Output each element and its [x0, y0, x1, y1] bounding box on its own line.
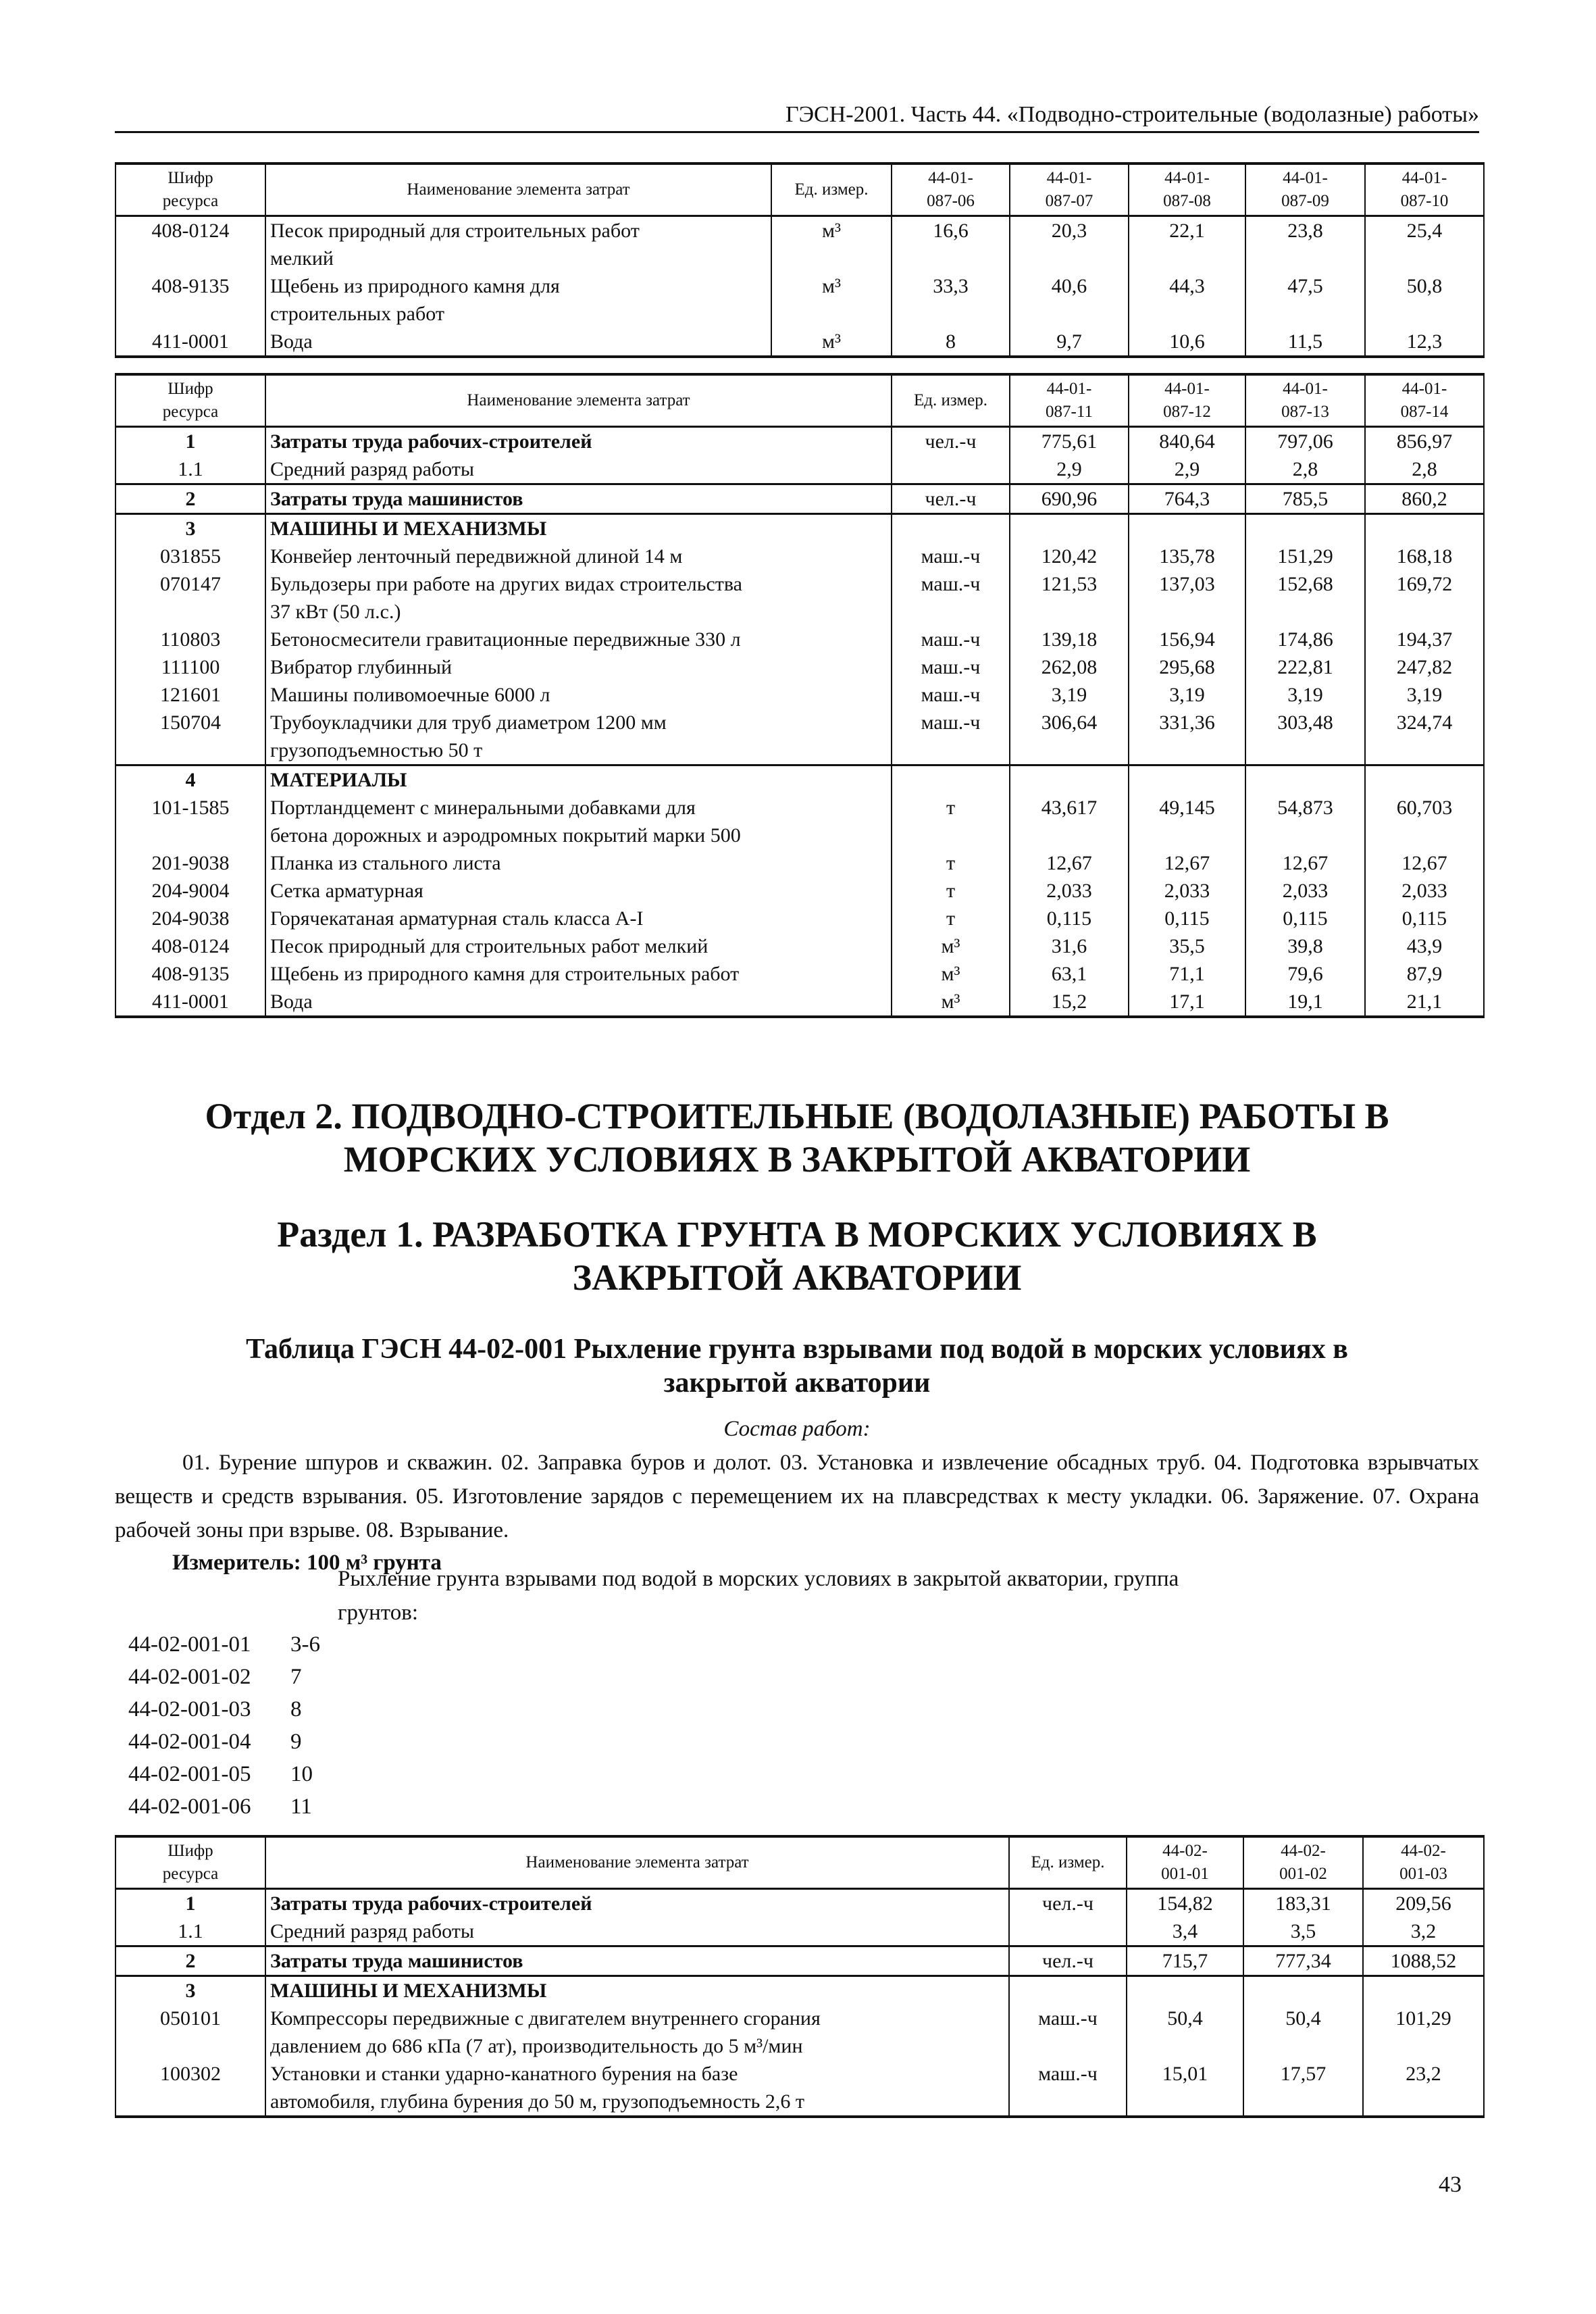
unit: маш.-ч: [1009, 2005, 1127, 2060]
table-row: [115, 1889, 1484, 1918]
norm-value: 3,19: [1245, 681, 1365, 709]
norm-value: 31,6: [1010, 932, 1129, 960]
unit: чел.-ч: [1009, 1946, 1127, 1976]
table-row: [115, 1946, 1484, 1976]
norm-code: 44-02-001-05: [128, 1762, 251, 1786]
unit: маш.-ч: [892, 543, 1010, 570]
norm-value: 20,3: [1010, 216, 1129, 273]
norm-value: 860,2: [1365, 484, 1484, 514]
norm-value: 690,96: [1010, 484, 1129, 514]
cost-element-name: Затраты труда машинистов: [265, 484, 892, 514]
norm-value: 63,1: [1010, 960, 1129, 988]
cost-element-name: МАШИНЫ И МЕХАНИЗМЫ: [265, 1976, 1009, 2005]
cost-element-name: Машины поливомоечные 6000 л: [265, 681, 892, 709]
soil-group: 9: [290, 1730, 302, 1754]
resource-code: 3: [115, 1976, 265, 2005]
norm-value: 3,19: [1365, 681, 1484, 709]
cost-element-name: Планка из стального листа: [265, 849, 892, 877]
norm-value: 0,115: [1245, 905, 1365, 932]
table-row: [115, 849, 1484, 877]
unit: чел.-ч: [892, 427, 1010, 456]
norm-value: 3,2: [1363, 1917, 1484, 1946]
unit: м³: [892, 932, 1010, 960]
cost-element-name: Портландцемент с минеральными добавками для бетона дорожных и аэродромных покрытий марки 500: [265, 794, 892, 849]
soil-group: 8: [290, 1697, 302, 1721]
resource-code: 1: [115, 427, 265, 456]
norm-value: 247,82: [1365, 653, 1484, 681]
table-row: [115, 626, 1484, 653]
norm-code: 44-02-001-06: [128, 1794, 251, 1819]
norm-value: 43,617: [1010, 794, 1129, 849]
norm-code: 44-02-001-03: [128, 1697, 251, 1721]
header-cost-element: Наименование элемента затрат: [265, 374, 892, 427]
norm-value: 135,78: [1129, 543, 1245, 570]
table-row: [115, 2060, 1484, 2117]
header-norm-code: 44-01- 087-08: [1129, 164, 1245, 216]
code-list-item: [128, 1726, 320, 1758]
norm-value: 50,4: [1127, 2005, 1243, 2060]
works-text: 01. Бурение шпуров и скважин. 02. Заправка буров и долот. 03. Установка и извлечение обсадных труб. 04. Подготовка взрывчатых веществ и средств взрывания. 05. Изготовление зарядов с перемещением их на плавсредствах к месту укладки. 06. Заряжение. 07. Охрана рабочей зоны при взрыве. 08. Взрывание.: [115, 1451, 1479, 1542]
table-row: [115, 328, 1484, 357]
works-label: Состав работ:: [723, 1417, 871, 1441]
unit: маш.-ч: [892, 709, 1010, 765]
cost-element-name: Горячекатаная арматурная сталь класса А-I: [265, 905, 892, 932]
norm-value: 840,64: [1129, 427, 1245, 456]
norm-value: 60,703: [1365, 794, 1484, 849]
resource-code: 408-9135: [115, 960, 265, 988]
cost-element-name: МАШИНЫ И МЕХАНИЗМЫ: [265, 514, 892, 543]
table-row: [115, 653, 1484, 681]
norm-value: 3,5: [1243, 1917, 1363, 1946]
norm-value: 87,9: [1365, 960, 1484, 988]
norm-value: [1245, 765, 1365, 795]
resource-code: 1.1: [115, 455, 265, 484]
resource-table-44-02-001: [115, 1835, 1485, 2118]
unit: т: [892, 905, 1010, 932]
table-row: [115, 543, 1484, 570]
cost-element-name: Трубоукладчики для труб диаметром 1200 мм грузоподъемностью 50 т: [265, 709, 892, 765]
norm-value: [1127, 1976, 1243, 2005]
norm-value: 16,6: [892, 216, 1010, 273]
header-norm-code: 44-02- 001-02: [1243, 1836, 1363, 1889]
norm-value: 139,18: [1010, 626, 1129, 653]
unit: т: [892, 849, 1010, 877]
resource-code: 100302: [115, 2060, 265, 2117]
norm-value: 15,01: [1127, 2060, 1243, 2117]
norm-value: 324,74: [1365, 709, 1484, 765]
norm-value: 47,5: [1245, 272, 1365, 328]
cost-element-name: Сетка арматурная: [265, 877, 892, 905]
norm-value: 44,3: [1129, 272, 1245, 328]
norm-value: 40,6: [1010, 272, 1129, 328]
norm-value: 121,53: [1010, 570, 1129, 626]
table-heading: Таблица ГЭСН 44-02-001 Рыхление грунта взрывами под водой в морских условиях в закрытой акватории: [246, 1334, 1348, 1399]
norm-value: 2,033: [1129, 877, 1245, 905]
unit: т: [892, 794, 1010, 849]
resource-code: 101-1585: [115, 794, 265, 849]
norm-value: 2,9: [1129, 455, 1245, 484]
norm-value: 169,72: [1365, 570, 1484, 626]
header-norm-code: 44-01- 087-11: [1010, 374, 1129, 427]
unit: [1009, 1917, 1127, 1946]
cost-element-name: Песок природный для строительных работ мелкий: [265, 932, 892, 960]
table-row: [115, 216, 1484, 273]
norm-value: [1129, 765, 1245, 795]
norm-value: 777,34: [1243, 1946, 1363, 1976]
header-resource-code: Шифр ресурса: [115, 164, 265, 216]
header-norm-code: 44-01- 087-06: [892, 164, 1010, 216]
norm-value: 306,64: [1010, 709, 1129, 765]
norm-value: 23,2: [1363, 2060, 1484, 2117]
unit: чел.-ч: [1009, 1889, 1127, 1918]
norm-value: 152,68: [1245, 570, 1365, 626]
code-list-item: [128, 1661, 320, 1693]
resource-code: 121601: [115, 681, 265, 709]
norm-value: 11,5: [1245, 328, 1365, 357]
norm-value: 183,31: [1243, 1889, 1363, 1918]
table-row: [115, 794, 1484, 849]
unit: м³: [892, 988, 1010, 1017]
cost-element-name: Щебень из природного камня для строительных работ: [265, 272, 771, 328]
cost-element-name: МАТЕРИАЛЫ: [265, 765, 892, 795]
unit: маш.-ч: [892, 653, 1010, 681]
soil-group: 7: [290, 1665, 302, 1689]
resource-code: 110803: [115, 626, 265, 653]
resource-code: 2: [115, 1946, 265, 1976]
unit: м³: [892, 960, 1010, 988]
norm-value: 9,7: [1010, 328, 1129, 357]
resource-code: 2: [115, 484, 265, 514]
norm-value: 49,145: [1129, 794, 1245, 849]
soil-group: 3-6: [290, 1632, 320, 1657]
norm-value: 168,18: [1365, 543, 1484, 570]
unit: [892, 765, 1010, 795]
header-resource-code: Шифр ресурса: [115, 374, 265, 427]
norm-value: 23,8: [1245, 216, 1365, 273]
cost-element-name: Бульдозеры при работе на других видах строительства 37 кВт (50 л.с.): [265, 570, 892, 626]
unit: [892, 455, 1010, 484]
table-row: [115, 681, 1484, 709]
header-norm-code: 44-01- 087-12: [1129, 374, 1245, 427]
unit: [1009, 1976, 1127, 2005]
norm-value: 0,115: [1129, 905, 1245, 932]
norm-value: 856,97: [1365, 427, 1484, 456]
norm-value: 303,48: [1245, 709, 1365, 765]
norm-value: 3,19: [1129, 681, 1245, 709]
norm-value: 22,1: [1129, 216, 1245, 273]
norm-value: [1363, 1976, 1484, 2005]
resource-code: 4: [115, 765, 265, 795]
group-description: Рыхление грунта взрывами под водой в морских условиях в закрытой акватории, группа грунтов:: [338, 1567, 1179, 1625]
norm-value: 2,033: [1010, 877, 1129, 905]
norm-value: 17,1: [1129, 988, 1245, 1017]
header-resource-code: Шифр ресурса: [115, 1836, 265, 1889]
header-unit: Ед. измер.: [1009, 1836, 1127, 1889]
resource-code: 070147: [115, 570, 265, 626]
table-row: [115, 514, 1484, 543]
resource-code: 408-9135: [115, 272, 265, 328]
cost-element-name: Средний разряд работы: [265, 1917, 1009, 1946]
norm-value: 331,36: [1129, 709, 1245, 765]
code-list-item: [128, 1693, 320, 1726]
norm-value: 3,19: [1010, 681, 1129, 709]
soil-group: 11: [290, 1794, 312, 1819]
unit: м³: [771, 272, 892, 328]
table-row: [115, 1976, 1484, 2005]
cost-element-name: Бетоносмесители гравитационные передвижные 330 л: [265, 626, 892, 653]
resource-code: 1: [115, 1889, 265, 1918]
cost-element-name: Вибратор глубинный: [265, 653, 892, 681]
header-norm-code: 44-01- 087-14: [1365, 374, 1484, 427]
cost-element-name: Установки и станки ударно-канатного бурения на базе автомобиля, глубина бурения до 50 м, грузоподъемность 2,6 т: [265, 2060, 1009, 2117]
norm-value: [1243, 1976, 1363, 2005]
header-norm-code: 44-02- 001-01: [1127, 1836, 1243, 1889]
unit: м³: [771, 328, 892, 357]
resource-table-087-11-14: [115, 373, 1485, 1018]
resource-code: 1.1: [115, 1917, 265, 1946]
norm-value: 174,86: [1245, 626, 1365, 653]
norm-value: 39,8: [1245, 932, 1365, 960]
header-unit: Ед. измер.: [892, 374, 1010, 427]
norm-value: 0,115: [1365, 905, 1484, 932]
resource-code: 111100: [115, 653, 265, 681]
norm-value: 12,67: [1010, 849, 1129, 877]
norm-value: 2,8: [1365, 455, 1484, 484]
norm-value: 0,115: [1010, 905, 1129, 932]
norm-value: 33,3: [892, 272, 1010, 328]
unit: м³: [771, 216, 892, 273]
cost-element-name: Средний разряд работы: [265, 455, 892, 484]
resource-code: 3: [115, 514, 265, 543]
resource-code: 408-0124: [115, 932, 265, 960]
unit: [892, 514, 1010, 543]
norm-value: [1010, 765, 1129, 795]
header-cost-element: Наименование элемента затрат: [265, 1836, 1009, 1889]
resource-code: 050101: [115, 2005, 265, 2060]
norm-value: 50,4: [1243, 2005, 1363, 2060]
table-row: [115, 709, 1484, 765]
meter-label: Измеритель: 100 м³ грунта: [172, 1551, 442, 1575]
resource-code: 408-0124: [115, 216, 265, 273]
code-list-item: [128, 1790, 320, 1823]
unit: чел.-ч: [892, 484, 1010, 514]
norm-value: 12,67: [1245, 849, 1365, 877]
table-row: [115, 484, 1484, 514]
unit: маш.-ч: [1009, 2060, 1127, 2117]
unit: маш.-ч: [892, 570, 1010, 626]
resource-code: 411-0001: [115, 988, 265, 1017]
resource-code: 031855: [115, 543, 265, 570]
norm-value: 12,67: [1365, 849, 1484, 877]
norm-value: 120,42: [1010, 543, 1129, 570]
table-row: [115, 2005, 1484, 2060]
norm-value: 1088,52: [1363, 1946, 1484, 1976]
table-row: [115, 960, 1484, 988]
norm-value: 10,6: [1129, 328, 1245, 357]
table-row: [115, 570, 1484, 626]
norm-value: 25,4: [1365, 216, 1484, 273]
cost-element-name: Вода: [265, 988, 892, 1017]
norm-value: 19,1: [1245, 988, 1365, 1017]
norm-value: 101,29: [1363, 2005, 1484, 2060]
norm-value: [1129, 514, 1245, 543]
unit: маш.-ч: [892, 681, 1010, 709]
norm-value: 8: [892, 328, 1010, 357]
resource-code: 204-9004: [115, 877, 265, 905]
unit: т: [892, 877, 1010, 905]
code-list-item: [128, 1628, 320, 1661]
norm-value: [1245, 514, 1365, 543]
norm-value: 151,29: [1245, 543, 1365, 570]
norm-value: 209,56: [1363, 1889, 1484, 1918]
soil-group: 10: [290, 1762, 313, 1786]
norm-value: 262,08: [1010, 653, 1129, 681]
norm-value: 21,1: [1365, 988, 1484, 1017]
cost-element-name: Конвейер ленточный передвижной длиной 14 м: [265, 543, 892, 570]
table-row: [115, 932, 1484, 960]
table-row: [115, 272, 1484, 328]
header-cost-element: Наименование элемента затрат: [265, 164, 771, 216]
norm-value: 775,61: [1010, 427, 1129, 456]
norm-value: 79,6: [1245, 960, 1365, 988]
cost-element-name: Компрессоры передвижные с двигателем внутреннего сгорания давлением до 686 кПа (7 ат), производительность до 5 м³/мин: [265, 2005, 1009, 2060]
norm-value: [1365, 514, 1484, 543]
table-row: [115, 765, 1484, 795]
norm-value: 2,033: [1245, 877, 1365, 905]
norm-value: 194,37: [1365, 626, 1484, 653]
norm-code-list: [128, 1628, 320, 1823]
norm-value: 50,8: [1365, 272, 1484, 328]
norm-value: 71,1: [1129, 960, 1245, 988]
norm-code: 44-02-001-01: [128, 1632, 251, 1657]
table-row: [115, 427, 1484, 456]
norm-value: 156,94: [1129, 626, 1245, 653]
norm-value: 715,7: [1127, 1946, 1243, 1976]
table-row: [115, 455, 1484, 484]
norm-value: 54,873: [1245, 794, 1365, 849]
norm-value: 12,67: [1129, 849, 1245, 877]
table-row: [115, 1917, 1484, 1946]
unit: маш.-ч: [892, 626, 1010, 653]
norm-value: 785,5: [1245, 484, 1365, 514]
resource-code: 411-0001: [115, 328, 265, 357]
header-norm-code: 44-02- 001-03: [1363, 1836, 1484, 1889]
cost-element-name: Затраты труда рабочих-строителей: [265, 1889, 1009, 1918]
page-number: 43: [1439, 2172, 1462, 2197]
resource-code: 201-9038: [115, 849, 265, 877]
cost-element-name: Щебень из природного камня для строительных работ: [265, 960, 892, 988]
resource-code: 204-9038: [115, 905, 265, 932]
table-row: [115, 905, 1484, 932]
norm-value: 15,2: [1010, 988, 1129, 1017]
table-row: [115, 877, 1484, 905]
norm-value: 295,68: [1129, 653, 1245, 681]
norm-value: 12,3: [1365, 328, 1484, 357]
section-heading: Раздел 1. РАЗРАБОТКА ГРУНТА В МОРСКИХ УСЛОВИЯХ В ЗАКРЫТОЙ АКВАТОРИИ: [277, 1214, 1317, 1298]
department-heading: Отдел 2. ПОДВОДНО-СТРОИТЕЛЬНЫЕ (ВОДОЛАЗНЫЕ) РАБОТЫ В МОРСКИХ УСЛОВИЯХ В ЗАКРЫТОЙ АКВАТОРИИ: [205, 1096, 1389, 1180]
header-norm-code: 44-01- 087-07: [1010, 164, 1129, 216]
norm-value: 17,57: [1243, 2060, 1363, 2117]
cost-element-name: Затраты труда рабочих-строителей: [265, 427, 892, 456]
norm-value: 3,4: [1127, 1917, 1243, 1946]
norm-value: 2,033: [1365, 877, 1484, 905]
norm-value: 154,82: [1127, 1889, 1243, 1918]
norm-value: 2,9: [1010, 455, 1129, 484]
cost-element-name: Песок природный для строительных работ мелкий: [265, 216, 771, 273]
running-header: ГЭСН-2001. Часть 44. «Подводно-строительные (водолазные) работы»: [115, 101, 1479, 133]
norm-code: 44-02-001-04: [128, 1730, 251, 1754]
norm-value: 35,5: [1129, 932, 1245, 960]
norm-code: 44-02-001-02: [128, 1665, 251, 1689]
norm-value: 797,06: [1245, 427, 1365, 456]
code-list-item: [128, 1758, 320, 1790]
cost-element-name: Вода: [265, 328, 771, 357]
table-row: [115, 988, 1484, 1017]
header-norm-code: 44-01- 087-10: [1365, 164, 1484, 216]
resource-code: 150704: [115, 709, 265, 765]
norm-value: [1010, 514, 1129, 543]
norm-value: [1365, 765, 1484, 795]
norm-value: 222,81: [1245, 653, 1365, 681]
header-norm-code: 44-01- 087-09: [1245, 164, 1365, 216]
cost-element-name: Затраты труда машинистов: [265, 1946, 1009, 1976]
header-norm-code: 44-01- 087-13: [1245, 374, 1365, 427]
resource-table-087-06-10: [115, 162, 1485, 358]
norm-value: 137,03: [1129, 570, 1245, 626]
norm-value: 2,8: [1245, 455, 1365, 484]
norm-value: 764,3: [1129, 484, 1245, 514]
header-unit: Ед. измер.: [771, 164, 892, 216]
norm-value: 43,9: [1365, 932, 1484, 960]
